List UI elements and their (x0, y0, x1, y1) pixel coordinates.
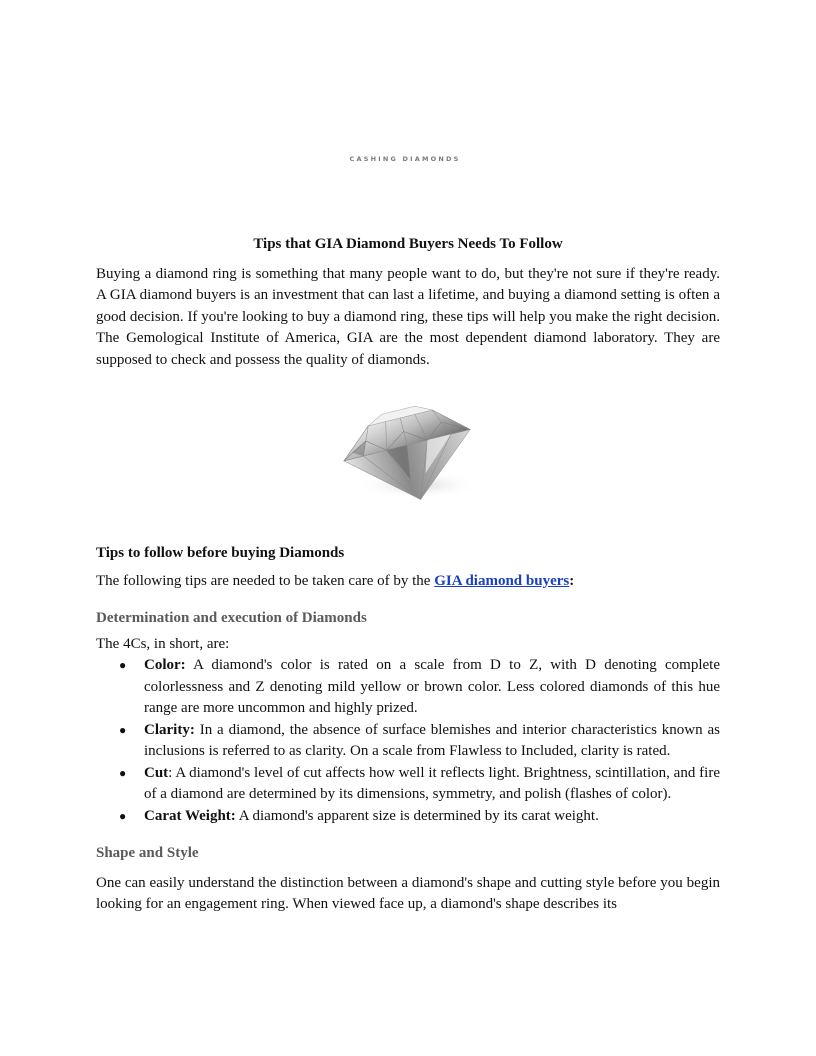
intro-paragraph: Buying a diamond ring is something that many people want to do, but they're not sure if they're ready. A GIA diamond buyers is an investment that can last a lifetime, and buying a diamond setting is often a good decision. If you're looking to buy a diamond ring, these tips will help you make the right decision. The Gemological Institute of America, GIA are the most dependent diamond laboratory. They are supposed to check and possess the quality of diamonds. (96, 265, 720, 368)
tips-lead-line (96, 571, 720, 593)
diamond-image (96, 389, 720, 509)
four-cs-intro: The 4Cs, in short, are: (96, 635, 230, 652)
list-item (96, 763, 720, 806)
tips-lead-suffix: : (569, 572, 575, 589)
four-cs-list (96, 655, 720, 827)
bullet-icon: ● (119, 765, 127, 780)
list-item-text: A diamond's color is rated on a scale from D to Z, with D denoting complete colorlessness and Z denoting mild yellow or brown color. Less colored diamonds of this hue range are more uncommon and highly prized. (144, 657, 720, 716)
list-item (96, 655, 720, 720)
list-item-term: Cut (144, 764, 169, 781)
shape-style-paragraph: One can easily understand the distinction between a diamond's shape and cutting style before you begin looking for an engagement ring. When viewed face up, a diamond's shape describes its (96, 874, 720, 912)
shape-style-heading: Shape and Style (96, 845, 199, 861)
list-item-text: A diamond's apparent size is determined by its carat weight. (235, 807, 599, 824)
list-item (96, 806, 720, 828)
tips-section-heading: Tips to follow before buying Diamonds (96, 545, 345, 561)
bullet-icon: ● (119, 722, 127, 737)
cashing-diamonds-logo: CASHING DIAMONDS (349, 155, 461, 163)
gia-diamond-buyers-link[interactable]: GIA diamond buyers (434, 572, 570, 589)
document-body (96, 234, 720, 916)
diamond-illustration (323, 389, 493, 509)
page-title: Tips that GIA Diamond Buyers Needs To Follow (253, 236, 563, 252)
bullet-icon: ● (119, 808, 127, 823)
bullet-icon: ● (119, 658, 127, 672)
list-item-text: In a diamond, the absence of surface blemishes and interior characteristics known as inclusions is referred to as clarity. On a scale from Flawless to Included, clarity is rated. (144, 721, 720, 759)
list-item-text: : A diamond's level of cut affects how well it reflects light. Brightness, scintillation, and fire of a diamond are determined by its dimensions, symmetry, and polish (flashes of color). (144, 764, 720, 802)
determination-heading: Determination and execution of Diamonds (96, 610, 367, 626)
list-item-term: Carat Weight: (144, 807, 236, 824)
tips-lead-text: The following tips are needed to be taken care of by the (96, 572, 435, 589)
list-item-term: Clarity: (144, 721, 195, 738)
list-item (96, 720, 720, 763)
list-item-term: Color: (144, 657, 186, 673)
